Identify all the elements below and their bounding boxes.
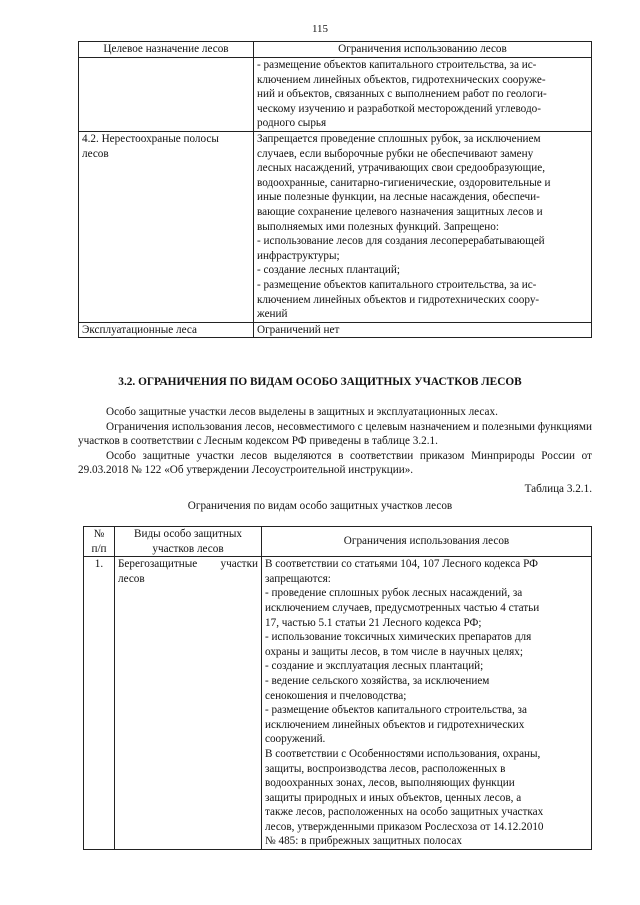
table-number: Таблица 3.2.1.	[524, 483, 592, 495]
text-line: запрещаются:	[265, 572, 331, 585]
text-line: - размещение объектов капитального строительства, за	[265, 704, 527, 717]
table-caption: Ограничения по видам особо защитных участков лесов	[187, 500, 453, 512]
section-heading: 3.2. ОГРАНИЧЕНИЯ ПО ВИДАМ ОСОБО ЗАЩИТНЫХ УЧАСТКОВ ЛЕСОВ	[118, 376, 522, 388]
text-line: №	[93, 528, 105, 540]
text-line: - использование токсичных химических препаратов для	[265, 631, 532, 644]
text-line: В соответствии со статьями 104, 107 Лесного кодекса РФ	[265, 558, 538, 571]
header-restrictions: Ограничения использованию лесов	[254, 42, 592, 58]
text-line: - ведение сельского хозяйства, за исключением	[265, 674, 490, 687]
header-number	[84, 527, 115, 557]
purpose-cell: Эксплуатационные леса	[79, 322, 254, 338]
text-line: выполняемых ими полезных функций. Запрещено:	[257, 220, 499, 233]
text-line: вающие сохранение целевого назначения защитных лесов и	[257, 205, 543, 218]
paragraph: Особо защитные участки лесов выделены в защитных и эксплуатационных лесах.	[106, 406, 498, 418]
text-line: Берегозащитные участки	[118, 558, 258, 571]
text-line: - размещение объектов капитального строительства, за ис-	[257, 278, 537, 291]
row-number: 1.	[84, 557, 115, 850]
text-line: - создание и эксплуатация лесных плантаций;	[265, 660, 484, 673]
text-line: лесных насаждений, утрачивающих свои средообразующие,	[257, 162, 546, 175]
text-line: - использование лесов для создания лесоперерабатывающей	[257, 235, 545, 248]
text-line: случаев, если выборочные рубки не обеспечивают замену	[257, 147, 534, 160]
text-line: лесов	[118, 572, 145, 585]
text-line: охраны и защиты лесов, в том числе в научных целях;	[265, 645, 523, 658]
text-line: защиты, воспроизводства лесов, расположенных в	[265, 762, 506, 775]
text-line: сенокошения и пчеловодства;	[265, 689, 407, 702]
protective-areas-table	[83, 526, 592, 850]
header-area-types	[115, 527, 262, 557]
text-line: В соответствии с Особенностями использования, охраны,	[265, 747, 541, 760]
text-line: жений	[257, 308, 288, 321]
text-line: защиты природных и иных объектов, ценных лесов, а	[265, 791, 522, 804]
empty-cell	[79, 58, 254, 132]
text-line: участков лесов	[152, 542, 224, 555]
body-text	[78, 405, 592, 478]
text-line: сооружений.	[265, 733, 326, 746]
area-type-cell	[115, 557, 262, 850]
text-line: исключением линейных объектов и гидротехнических	[265, 718, 525, 731]
text-line: также лесов, расположенных на особо защитных участках	[265, 806, 544, 819]
header-limits: Ограничения использования лесов	[262, 527, 592, 557]
forest-purpose-table	[78, 41, 592, 338]
text-line: 17, частью 5.1 статьи 21 Лесного кодекса РФ;	[265, 616, 482, 629]
text-line: - проведение сплошных рубок лесных насаждений, за	[265, 587, 523, 600]
table-row	[79, 131, 592, 322]
table-row	[84, 557, 592, 850]
text-line: 4.2. Нерестоохраные полосы	[82, 132, 219, 145]
text-line: инфраструктуры;	[257, 249, 340, 262]
table-header-row	[79, 42, 592, 58]
text-line: водоохранные, санитарно-гигиенические, оздоровительные и	[257, 176, 551, 189]
limits-cell	[262, 557, 592, 850]
header-purpose: Целевое назначение лесов	[79, 42, 254, 58]
text-line: п/п	[91, 542, 107, 555]
restriction-cell	[254, 131, 592, 322]
text-line: Виды особо защитных	[134, 528, 242, 540]
purpose-cell	[79, 131, 254, 322]
table-header-row	[84, 527, 592, 557]
text-line: Запрещается проведение сплошных рубок, за исключением	[257, 132, 541, 145]
text-line: лесов	[82, 147, 109, 160]
text-line: - размещение объектов капитального строительства, за ис-	[257, 59, 537, 71]
text-line: ключением линейных объектов, гидротехнических сооруже-	[257, 73, 546, 86]
text-line: ческому изучению и разработкой месторождений углеводо-	[257, 102, 541, 115]
restriction-cell	[254, 58, 592, 132]
table-row	[79, 58, 592, 132]
text-line: ний и объектов, связанных с выполнением работ по геологи-	[257, 88, 547, 101]
restriction-cell: Ограничений нет	[254, 322, 592, 338]
text-line: лесов, утвержденными приказом Рослесхоза от 14.12.2010	[265, 820, 544, 833]
paragraph: Особо защитные участки лесов выделяются в соответствии приказом Минприроды России от 29.03.2018 № 122 «Об утверждении Лесоустроительной инструкции».	[78, 449, 592, 477]
paragraph: Ограничения использования лесов, несовместимого с целевым назначением и полезными функциями участков в соответствии с Лесным кодексом РФ приведены в таблице 3.2.1.	[78, 420, 592, 448]
text-line: иные полезные функции, на лесные насаждения, обеспечи-	[257, 191, 540, 204]
page-number: 115	[311, 23, 329, 35]
text-line: - создание лесных плантаций;	[257, 264, 400, 277]
text-line: родного сырья	[257, 117, 327, 130]
text-line: № 485: в прибрежных защитных полосах	[265, 835, 462, 848]
text-line: водоохранных зонах, лесов, выполняющих функции	[265, 777, 515, 790]
text-line: ключением линейных объектов и гидротехнических соору-	[257, 293, 540, 306]
text-line: исключением случаев, предусмотренных частью 4 статьи	[265, 601, 540, 614]
table-row	[79, 322, 592, 338]
